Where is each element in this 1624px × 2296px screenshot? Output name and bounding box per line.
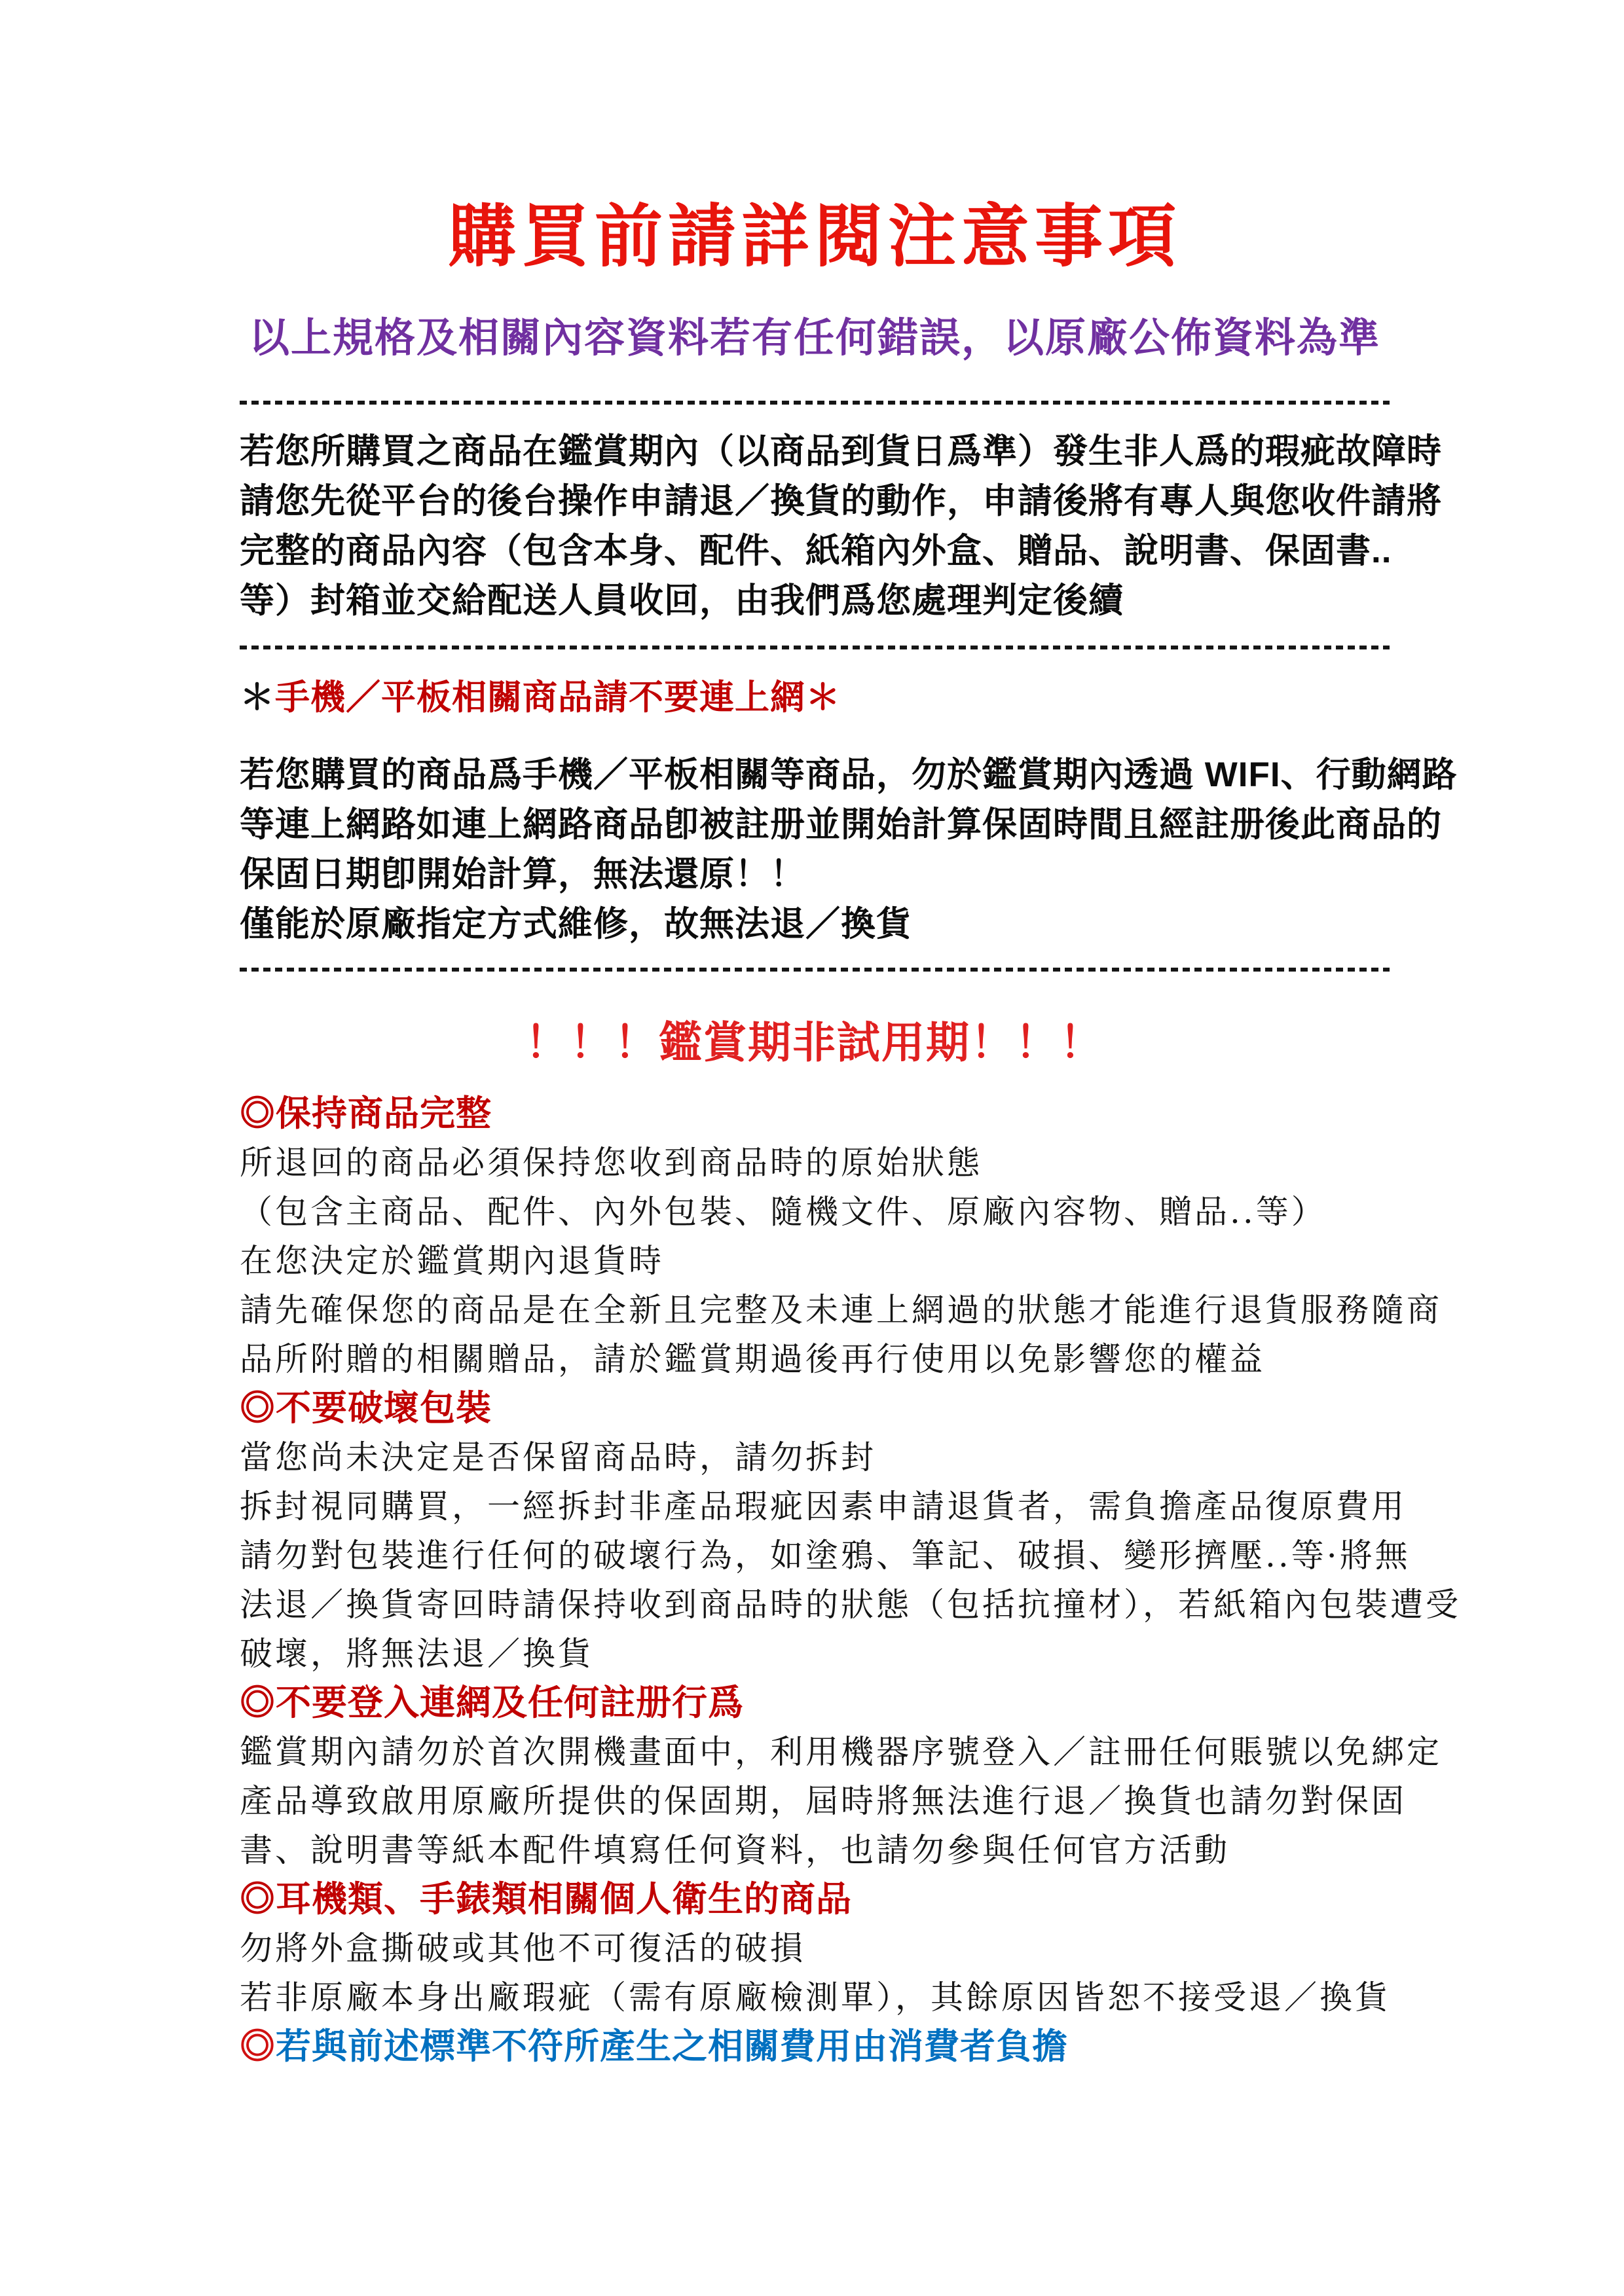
rules-list <box>240 1089 1461 2071</box>
no-internet-line: 保固日期卽開始計算，無法還原！！ <box>240 854 805 894</box>
rule-line: 所退回的商品必須保持您收到商品時的原始狀態 <box>240 1143 982 1182</box>
return-notice-line: 等）封箱並交給配送人員收回，由我們爲您處理判定後續 <box>240 581 1124 620</box>
rule-line: 書、說明書等紙本配件填寫任何資料，也請勿參與任何官方活動 <box>240 1831 1230 1869</box>
no-internet-line: 僅能於原廠指定方式維修，故無法退／換貨 <box>240 904 912 943</box>
dashed-divider-top <box>240 401 1390 405</box>
consumer-cost-footer <box>240 2022 1390 2071</box>
return-notice-paragraph <box>240 427 1442 626</box>
no-internet-heading <box>240 673 1390 723</box>
rule-heading-personal-hygiene-items: ◎耳機類、手錶類相關個人衛生的商品 <box>240 1879 852 1919</box>
return-notice-line: 若您所購買之商品在鑑賞期內（以商品到貨日爲準）發生非人爲的瑕疵故障時 <box>240 431 1442 471</box>
rule-line: 產品導致啟用原廠所提供的保固期，屆時將無法進行退／換貨也請勿對保固 <box>240 1781 1407 1820</box>
rule-line: 拆封視同購買，一經拆封非產品瑕疵因素申請退貨者，需負擔產品復原費用 <box>240 1487 1407 1525</box>
no-internet-line: 等連上網路如連上網路商品卽被註册並開始計算保固時間且經註册後此商品的 <box>240 805 1442 844</box>
footer-bullet: ◎ <box>240 2026 276 2066</box>
no-internet-line: 若您購買的商品爲手機／平板相關等商品，勿於鑑賞期內透過 WIFI、行動網路 <box>240 755 1458 794</box>
page-title: 購買前請詳閱注意事項 <box>447 200 1181 275</box>
return-notice-line: 請您先從平台的後台操作申請退／換貨的動作，申請後將有專人與您收件請將 <box>240 481 1442 520</box>
asterisk-mark: ＊ <box>240 678 275 717</box>
rule-line: 勿將外盒撕破或其他不可復活的破損 <box>240 1929 805 1967</box>
no-internet-heading-text: 手機／平板相關商品請不要連上網＊ <box>275 678 841 717</box>
rule-line: 在您決定於鑑賞期內退貨時 <box>240 1241 664 1280</box>
appreciation-period-banner: ！！！鑑賞期非試用期！！！ <box>525 1019 1104 1067</box>
dashed-divider-bottom <box>240 968 1390 972</box>
no-internet-paragraph <box>240 750 1458 949</box>
dashed-divider-middle <box>240 646 1390 649</box>
rule-line: 品所附贈的相關贈品，請於鑑賞期過後再行使用以免影響您的權益 <box>240 1339 1265 1378</box>
rule-line: 鑑賞期內請勿於首次開機畫面中，利用機器序號登入／註冊任何賬號以免綁定 <box>240 1732 1442 1771</box>
rule-line: 破壞，將無法退／換貨 <box>240 1634 593 1673</box>
rule-line: 法退／換貨寄回時請保持收到商品時的狀態（包括抗撞材），若紙箱內包裝遭受 <box>240 1585 1461 1624</box>
return-notice-line: 完整的商品內容（包含本身、配件、紙箱內外盒、贈品、說明書、保固書.. <box>240 531 1392 570</box>
rule-line: 當您尚未決定是否保留商品時，請勿拆封 <box>240 1438 876 1476</box>
rule-line: 請先確保您的商品是在全新且完整及未連上網過的狀態才能進行退貨服務隨商 <box>240 1290 1442 1329</box>
footer-text: 若與前述標準不符所產生之相關費用由消費者負擔 <box>276 2026 1068 2066</box>
rule-heading-keep-intact: ◎保持商品完整 <box>240 1093 492 1133</box>
page-subtitle: 以上規格及相關內容資料若有任何錯誤，以原廠公佈資料為準 <box>248 316 1380 361</box>
rule-heading-no-login-register: ◎不要登入連網及任何註册行爲 <box>240 1683 744 1722</box>
rule-line: 請勿對包裝進行任何的破壞行為，如塗鴉、筆記、破損、變形擠壓..等·將無 <box>240 1536 1411 1575</box>
rule-line: 若非原廠本身出廠瑕疵（需有原廠檢測單），其餘原因皆恕不接受退／換貨 <box>240 1978 1390 2016</box>
rule-heading-no-damage-packaging: ◎不要破壞包裝 <box>240 1388 492 1428</box>
rule-line: （包含主商品、配件、內外包裝、隨機文件、原廠內容物、贈品..等） <box>240 1192 1327 1231</box>
